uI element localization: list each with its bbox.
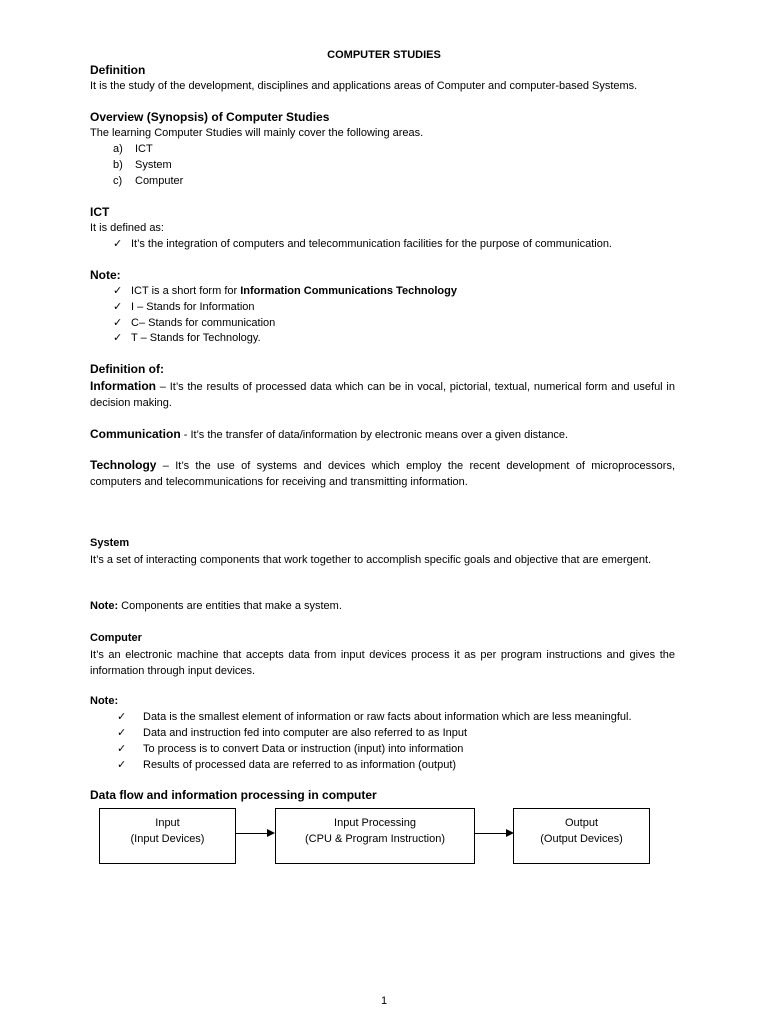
processing-box: [275, 808, 475, 864]
note-item-text: ICT is a short form for: [131, 285, 241, 297]
note-text: Components are entities that make a system.: [118, 600, 342, 612]
box-title: Input Processing: [334, 817, 416, 829]
note-heading: Note:: [90, 268, 121, 282]
note-heading: Note:: [90, 695, 119, 707]
checkmark-icon: ✓: [117, 759, 127, 771]
ict-intro: It is defined as:: [90, 222, 164, 234]
note-item: [113, 284, 457, 298]
list-item-label: Computer: [135, 175, 184, 187]
definition-body: – It’s the use of systems and devices which employ the recent development of microprocessors, computers and telecommunications for receiving and transmitting information.: [90, 460, 675, 488]
checkmark-icon: ✓: [117, 743, 127, 755]
flow-arrow-line: [236, 833, 267, 834]
box-subtitle: (Input Devices): [130, 833, 205, 845]
system-note: [90, 599, 342, 613]
box-title: Input: [155, 817, 180, 829]
overview-item-system: [113, 158, 172, 172]
flow-heading: Data flow and information processing in computer: [90, 788, 377, 802]
checkmark-icon: ✓: [117, 727, 127, 739]
note-item: [113, 331, 261, 345]
definitions-heading: Definition of:: [90, 362, 164, 376]
note-item: [117, 726, 467, 740]
note-item: [117, 742, 463, 756]
overview-heading: Overview (Synopsis) of Computer Studies: [90, 110, 330, 124]
definition-term: Information: [90, 379, 156, 393]
checkmark-icon: ✓: [117, 711, 127, 723]
note-item-text: Results of processed data are referred to as information (output): [143, 759, 457, 771]
checkmark-icon: ✓: [113, 238, 123, 250]
input-box: [99, 808, 236, 864]
checkmark-icon: ✓: [113, 332, 123, 344]
computer-text: It’s an electronic machine that accepts data from input devices process it as per program instructions and gives the information through input devices.: [90, 649, 675, 677]
list-item-label: ICT: [135, 143, 153, 155]
note-item: [113, 316, 275, 330]
definition-text: It is the study of the development, disciplines and applications areas of Computer and computer-based Systems.: [90, 80, 638, 92]
list-item-label: System: [135, 159, 172, 171]
overview-intro: The learning Computer Studies will mainly cover the following areas.: [90, 127, 424, 139]
note-item-text: Data and instruction fed into computer are also referred to as Input: [143, 727, 468, 739]
note-item-text: T – Stands for Technology.: [131, 332, 261, 344]
ict-point: [113, 237, 612, 251]
box-subtitle: (Output Devices): [540, 833, 623, 845]
overview-item-ict: [113, 142, 153, 156]
note-label: Note:: [90, 600, 119, 612]
page-title: COMPUTER STUDIES: [327, 49, 441, 61]
definition-term: Technology: [90, 458, 157, 472]
note-item: [117, 710, 632, 724]
definition-body: – It’s the results of processed data which can be in vocal, pictorial, textual, numerical form and useful in decision making.: [90, 381, 675, 409]
overview-item-computer: [113, 174, 183, 188]
computer-heading: Computer: [90, 632, 142, 644]
system-heading: System: [90, 537, 130, 549]
system-text: It’s a set of interacting components that work together to accomplish specific goals and objective that are emergent.: [90, 554, 652, 566]
note-item-bold-text: Information Communications Technology: [240, 285, 457, 297]
communication-definition: [90, 426, 675, 443]
arrow-right-icon: [267, 829, 275, 837]
list-marker: b): [113, 159, 123, 171]
note-item-text: To process is to convert Data or instruction (input) into information: [143, 743, 464, 755]
checkmark-icon: ✓: [113, 285, 123, 297]
box-subtitle: (CPU & Program Instruction): [305, 833, 445, 845]
note-item-text: Data is the smallest element of information or raw facts about information which are less meaningful.: [143, 711, 632, 723]
box-title: Output: [564, 817, 599, 829]
page-number: 1: [380, 995, 388, 1007]
ict-point-text: It’s the integration of computers and telecommunication facilities for the purpose of communication.: [131, 238, 612, 250]
output-box: [513, 808, 650, 864]
list-marker: c): [113, 175, 123, 187]
definition-term: Communication: [90, 427, 181, 441]
flow-arrow-line: [475, 833, 506, 834]
note-item: [117, 758, 456, 772]
note-item-text: I – Stands for Information: [131, 301, 255, 313]
information-definition: [90, 378, 675, 411]
checkmark-icon: ✓: [113, 317, 123, 329]
note-item: [113, 300, 255, 314]
definition-body: - It’s the transfer of data/information by electronic means over a given distance.: [180, 429, 569, 441]
definition-heading: Definition: [90, 63, 146, 77]
ict-heading: ICT: [90, 205, 110, 219]
note-item-text: C– Stands for communication: [131, 317, 276, 329]
list-marker: a): [113, 143, 123, 155]
checkmark-icon: ✓: [113, 301, 123, 313]
technology-definition: [90, 457, 675, 490]
